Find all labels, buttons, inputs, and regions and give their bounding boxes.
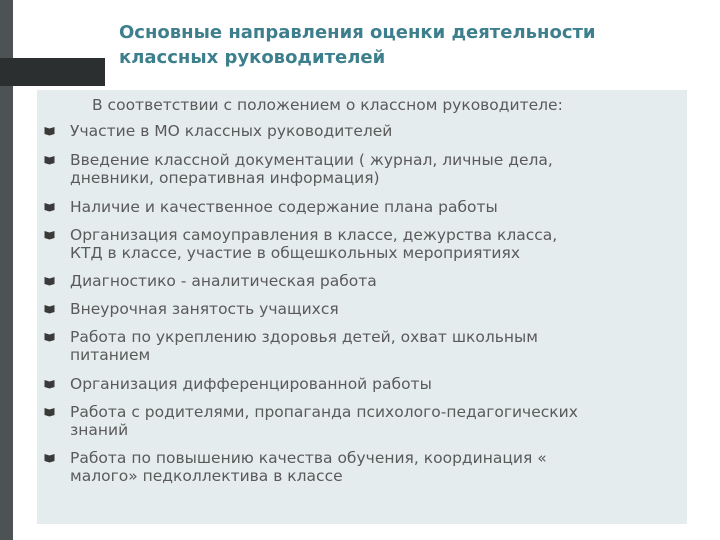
open-book-icon	[44, 332, 55, 342]
open-book-icon	[44, 202, 55, 212]
intro-text: В соответствии с положением о классном руководителе:	[92, 96, 563, 114]
open-book-icon	[44, 155, 55, 165]
open-book-icon	[44, 276, 55, 286]
open-book-icon	[44, 126, 55, 136]
list-item-text: Внеурочная занятость учащихся	[70, 300, 339, 318]
list-item-text: Работа по повышению качества обучения, координация « малого» педколлектива в классе	[70, 449, 547, 485]
open-book-icon	[44, 453, 55, 463]
list-item-text: Работа с родителями, пропаганда психолого-педагогических знаний	[70, 403, 578, 439]
slide-title-line: классных руководителей	[119, 47, 386, 68]
open-book-icon	[44, 379, 55, 389]
open-book-icon	[44, 304, 55, 314]
accent-tab	[0, 58, 105, 86]
list-item-text: Организация самоуправления в классе, дежурства класса, КТД в классе, участие в общешкольных мероприятиях	[70, 226, 558, 262]
open-book-icon	[44, 407, 55, 417]
list-item-text: Организация дифференцированной работы	[70, 375, 432, 393]
slide-title	[119, 20, 699, 70]
list-item-text: Диагностико - аналитическая работа	[70, 272, 377, 290]
slide-title-line: Основные направления оценки деятельности	[119, 22, 596, 43]
list-item-text: Работа по укреплению здоровья детей, охват школьным питанием	[70, 328, 538, 364]
open-book-icon	[44, 230, 55, 240]
list-item-text: Наличие и качественное содержание плана работы	[70, 198, 498, 216]
list-item-text: Участие в МО классных руководителей	[70, 122, 393, 140]
list-item-text: Введение классной документации ( журнал, личные дела, дневники, оперативная информация)	[70, 151, 553, 187]
